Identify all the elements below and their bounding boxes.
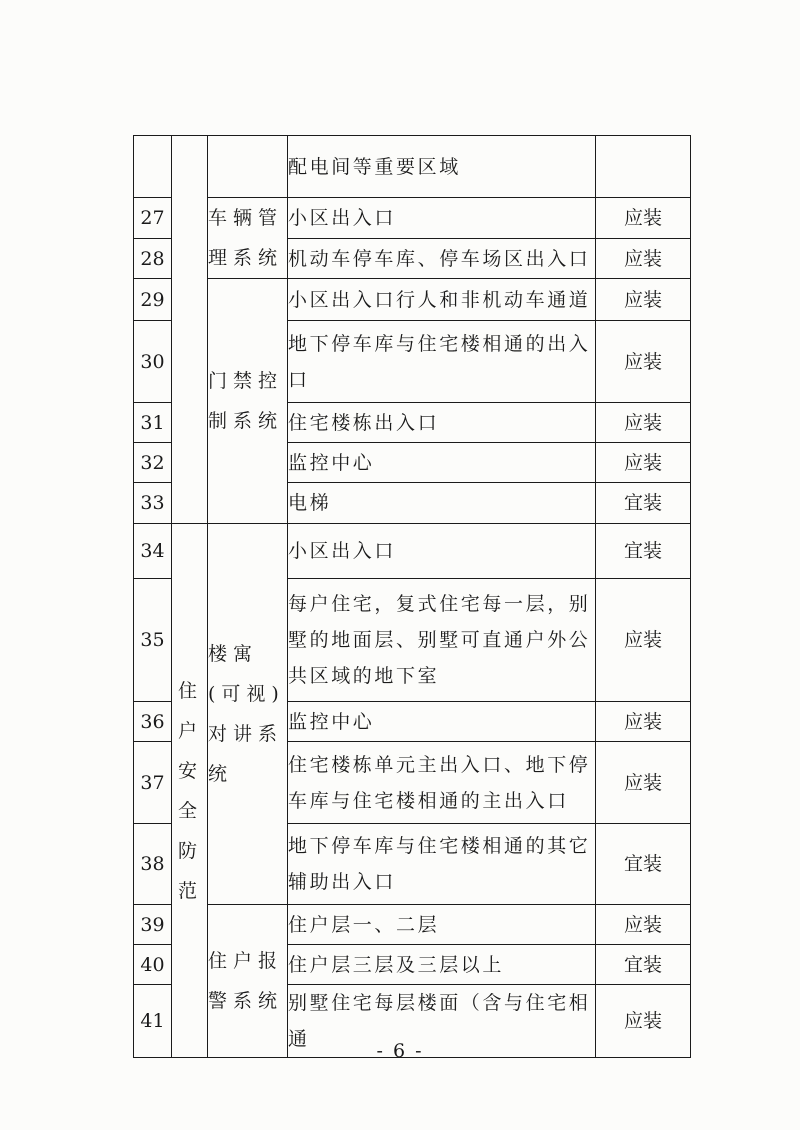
row-number: 38	[134, 824, 172, 905]
system-cell-intercom	[208, 524, 288, 905]
requirement-cell: 应装	[596, 579, 691, 702]
row-number: 27	[134, 198, 172, 239]
row-number: 36	[134, 702, 172, 742]
requirement-cell: 应装	[596, 443, 691, 483]
requirement-cell: 宜装	[596, 945, 691, 985]
requirement-cell: 宜装	[596, 824, 691, 905]
row-number: 34	[134, 524, 172, 579]
location-cell: 住宅楼栋单元主出入口、地下停车库与住宅楼相通的主出入口	[288, 742, 596, 824]
location-cell: 小区出入口	[288, 524, 596, 579]
row-number: 31	[134, 403, 172, 443]
row-number: 41	[134, 985, 172, 1058]
requirement-cell: 宜装	[596, 483, 691, 524]
location-cell: 住宅楼栋出入口	[288, 403, 596, 443]
table-row	[134, 524, 691, 579]
row-number: 29	[134, 279, 172, 321]
row-number: 32	[134, 443, 172, 483]
location-cell: 监控中心	[288, 443, 596, 483]
requirement-cell: 应装	[596, 403, 691, 443]
requirement-cell: 宜装	[596, 524, 691, 579]
location-cell: 每户住宅，复式住宅每一层，别墅的地面层、别墅可直通户外公共区域的地下室	[288, 579, 596, 702]
category-cell-resident-security	[172, 524, 208, 1058]
location-cell: 监控中心	[288, 702, 596, 742]
category-label: 住户安全防范	[177, 679, 201, 902]
page-number: - 6 -	[376, 1040, 424, 1062]
requirement-cell: 应装	[596, 279, 691, 321]
table-row	[134, 905, 691, 945]
system-cell-vehicle	[208, 198, 288, 279]
row-number: 40	[134, 945, 172, 985]
row-number: 37	[134, 742, 172, 824]
location-cell: 小区出入口	[288, 198, 596, 239]
location-cell: 地下停车库与住宅楼相通的出入口	[288, 321, 596, 403]
system-label: 门禁控制系统	[208, 370, 284, 432]
requirement-cell: 应装	[596, 985, 691, 1058]
requirement-cell: 应装	[596, 742, 691, 824]
category-cell-empty	[172, 136, 208, 524]
requirement-cell: 应装	[596, 198, 691, 239]
row-number	[134, 136, 172, 198]
security-spec-table	[133, 135, 691, 1058]
row-number: 33	[134, 483, 172, 524]
system-label: 车辆管理系统	[208, 207, 284, 269]
requirement-cell: 应装	[596, 239, 691, 279]
row-number: 28	[134, 239, 172, 279]
location-cell: 别墅住宅每层楼面（含与住宅相通	[288, 985, 596, 1058]
row-number: 39	[134, 905, 172, 945]
requirement-cell: 应装	[596, 905, 691, 945]
location-cell: 地下停车库与住宅楼相通的其它辅助出入口	[288, 824, 596, 905]
location-cell: 住户层三层及三层以上	[288, 945, 596, 985]
row-number: 30	[134, 321, 172, 403]
system-label: 住户报警系统	[208, 950, 284, 1012]
location-cell: 小区出入口行人和非机动车通道	[288, 279, 596, 321]
table-row	[134, 136, 691, 198]
table-row	[134, 279, 691, 321]
location-cell: 配电间等重要区域	[288, 136, 596, 198]
system-cell-alarm	[208, 905, 288, 1058]
row-number: 35	[134, 579, 172, 702]
location-cell: 住户层一、二层	[288, 905, 596, 945]
location-cell: 机动车停车库、停车场区出入口	[288, 239, 596, 279]
location-cell: 电梯	[288, 483, 596, 524]
table-row	[134, 198, 691, 239]
system-cell-access	[208, 279, 288, 524]
requirement-cell	[596, 136, 691, 198]
system-cell-continued	[208, 136, 288, 198]
requirement-cell: 应装	[596, 702, 691, 742]
system-label: 楼寓(可视)对讲系统	[208, 643, 285, 785]
requirement-cell: 应装	[596, 321, 691, 403]
